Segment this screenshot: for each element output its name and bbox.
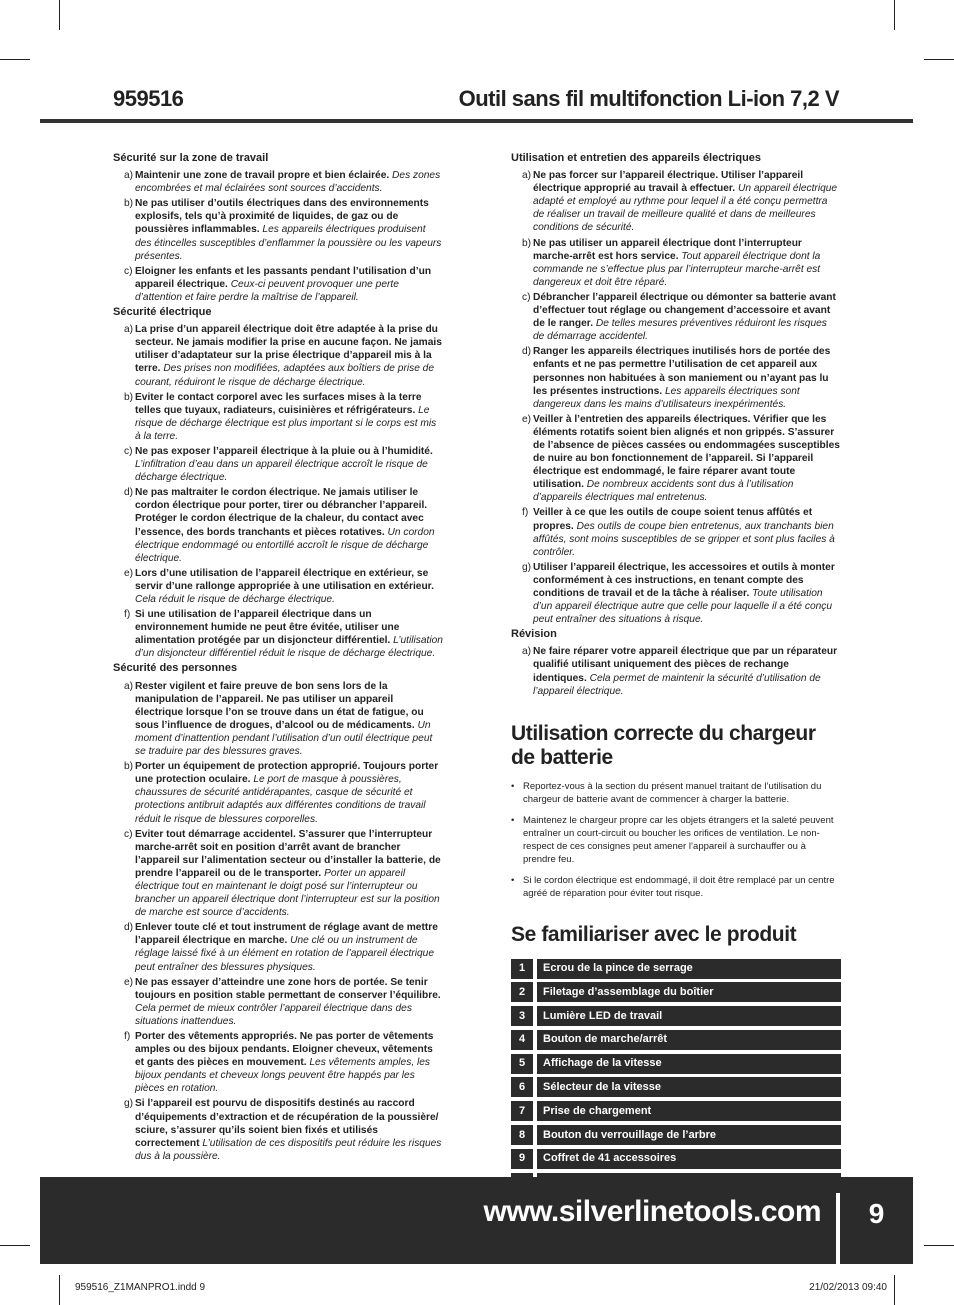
list-item bbox=[113, 445, 443, 484]
page-number-box bbox=[840, 1177, 913, 1264]
bullet-item: • Maintenez le chargeur propre car les objets étrangers et la saleté peuvent entraîner un court-circuit ou boucher les orifices de ventilation. Le non-respect de ces consignes peut amener l’appareil à surchauffer ou à prendre feu. bbox=[511, 814, 834, 866]
crop-mark bbox=[59, 0, 60, 30]
item-instruction: Rester vigilent et faire preuve de bon sens lors de la manipulation de l’appareil. Ne pas utiliser un appareil électrique lorsque l’on se trouve dans un état de fatigue, ou sous l’influence de drogues, d’alcool ou de médicaments. bbox=[135, 680, 424, 731]
feature-row bbox=[511, 1077, 841, 1097]
crop-mark bbox=[0, 1245, 30, 1246]
item-explanation: Porter un appareil électrique tout en maintenant le doigt posé sur l’interrupteur ou brancher un appareil électrique dont l’interrupteur est sur la position de marche est source d’accidents. bbox=[135, 867, 440, 919]
item-explanation: Les appareils électriques produisent des étincelles susceptibles d’enflammer la poussière ou les vapeurs présentes. bbox=[135, 224, 442, 262]
feature-number: 7 bbox=[511, 1101, 533, 1121]
item-explanation: Toute utilisation d’un appareil électrique autre que celle pour laquelle il a été conçu peut entraîner des situations à risque. bbox=[533, 588, 833, 626]
item-label: b) bbox=[124, 198, 134, 210]
section-heading: Sécurité sur la zone de travail bbox=[113, 152, 269, 164]
feature-number: 9 bbox=[511, 1149, 533, 1169]
item-instruction: La prise d’un appareil électrique doit être adaptée à la prise du secteur. Ne jamais modifier la prise en aucune façon. Ne jamais utiliser d’adaptateur sur la prise électrique d’appareil mis à la terre. bbox=[135, 324, 442, 375]
feature-number: 3 bbox=[511, 1006, 533, 1026]
crop-mark bbox=[59, 1275, 60, 1305]
crop-mark bbox=[924, 1245, 954, 1246]
item-label: g) bbox=[522, 561, 532, 573]
list-item bbox=[511, 561, 841, 626]
item-explanation: L’utilisation d’un disjoncteur différentiel réduit le risque de décharge électrique. bbox=[135, 635, 443, 660]
bullet-item: • Reportez-vous à la section du présent manuel traitant de l’utilisation du chargeur de batterie avant de commencer à charger la batterie. bbox=[511, 780, 822, 805]
item-explanation: Cela permet de maintenir la sécurité d’utilisation de l’appareil électrique. bbox=[533, 672, 821, 697]
feature-name: Lumière LED de travail bbox=[537, 1006, 841, 1026]
bullet-item: • Si le cordon électrique est endommagé, il doit être remplacé par un centre agréé de réparation pour éviter tout risque. bbox=[511, 875, 835, 900]
feature-list bbox=[511, 959, 841, 1193]
item-label: b) bbox=[124, 391, 134, 403]
crop-mark bbox=[894, 0, 895, 30]
section-heading: Sécurité des personnes bbox=[113, 662, 238, 675]
header-divider bbox=[40, 119, 913, 123]
item-instruction: Ne faire réparer votre appareil électrique que par un réparateur qualifié utilisant uniquement des pièces de rechange identiques. bbox=[533, 646, 838, 684]
list-item bbox=[113, 680, 443, 759]
feature-row bbox=[511, 1125, 841, 1145]
feature-number: 5 bbox=[511, 1054, 533, 1074]
crop-mark bbox=[0, 59, 30, 60]
item-label: f) bbox=[522, 507, 529, 519]
list-item bbox=[113, 1097, 443, 1162]
feature-number: 8 bbox=[511, 1125, 533, 1145]
section-heading: Sécurité électrique bbox=[113, 306, 212, 319]
item-label: e) bbox=[522, 413, 532, 425]
item-label: e) bbox=[124, 976, 134, 988]
feature-name: Bouton du verrouillage de l’arbre bbox=[537, 1125, 841, 1145]
item-instruction: Ne pas exposer l’appareil électrique à la pluie ou à l’humidité. bbox=[135, 445, 433, 457]
feature-row bbox=[511, 1006, 841, 1026]
item-label: c) bbox=[124, 445, 133, 457]
product-code: 959516 bbox=[113, 86, 184, 111]
item-label: f) bbox=[124, 609, 131, 621]
item-explanation: Cela réduit le risque de décharge électrique. bbox=[135, 594, 335, 605]
crop-mark bbox=[924, 59, 954, 60]
item-explanation: Les vêtements amples, les bijoux pendants et cheveux longs peuvent être happés par les pièces en rotation. bbox=[135, 1057, 430, 1095]
list-item bbox=[511, 169, 841, 234]
page-number: 9 bbox=[868, 1198, 885, 1229]
item-instruction: Si une utilisation de l’appareil électrique dans un environnement humide ne peut être évitée, utiliser une alimentation protégée par un disjoncteur différentiel. bbox=[135, 609, 400, 647]
item-label: a) bbox=[124, 324, 134, 336]
item-instruction: Ranger les appareils électriques inutilisés hors de portée des enfants et ne pas permettre l’utilisation de cet appareil aux personnes non habituées à son maniement ou n’ayant pas lu les présentes instructions. bbox=[533, 346, 831, 397]
item-instruction: Ne pas essayer d’atteindre une zone hors de portée. Se tenir toujours en position stable permettant de conserver l’équilibre. bbox=[135, 976, 441, 1001]
item-label: c) bbox=[522, 291, 531, 303]
list-item bbox=[113, 323, 443, 388]
item-explanation: De telles mesures préventives réduiront les risques de démarrage accidentel. bbox=[533, 318, 827, 343]
item-instruction: Utiliser l’appareil électrique, les accessoires et outils à monter conformément à ces instructions, en tenant compte des conditions de travail et de la tâche à réaliser. bbox=[533, 561, 835, 599]
website-link[interactable]: www.silverlinetools.com bbox=[483, 1195, 821, 1228]
bullet-text: Si le cordon électrique est endommagé, il doit être remplacé par un centre agréé de réparation pour éviter tout risque. bbox=[523, 875, 835, 900]
feature-number: 4 bbox=[511, 1030, 533, 1050]
item-label: d) bbox=[124, 922, 134, 934]
item-label: e) bbox=[124, 567, 134, 579]
item-explanation: Un appareil électrique adapté et employé au rythme pour lequel il a été conçu permettra de réaliser un travail de meilleure qualité et dans de meilleures conditions de sécurité. bbox=[533, 183, 838, 234]
list-item bbox=[511, 237, 841, 289]
item-explanation: Le risque de décharge électrique est plus important si le corps est mis à la terre. bbox=[135, 404, 437, 442]
bullet-text: Maintenez le chargeur propre car les objets étrangers et la saleté peuvent entraîner un court-circuit ou boucher les orifices de ventilation. Le non-respect de ces consignes peut amener l’appareil à surchauffer ou à prendre feu. bbox=[523, 814, 834, 866]
page-title: Outil sans fil multifonction Li-ion 7,2 V bbox=[458, 86, 839, 111]
item-label: g) bbox=[124, 1098, 134, 1110]
section-heading: Révision bbox=[511, 628, 557, 641]
item-label: a) bbox=[124, 170, 134, 182]
item-instruction: Enlever toute clé et tout instrument de réglage avant de mettre l’appareil électrique en marche. bbox=[135, 922, 438, 947]
feature-number: 6 bbox=[511, 1077, 533, 1097]
list-item bbox=[511, 345, 841, 410]
item-explanation: Un moment d’inattention pendant l’utilisation d’un outil électrique peut se traduire par des blessures graves. bbox=[135, 719, 433, 758]
section-heading: Utilisation et entretien des appareils électriques bbox=[511, 152, 762, 164]
item-label: c) bbox=[124, 828, 133, 840]
item-instruction: Eviter tout démarrage accidentel. S’assurer que l’interrupteur marche-arrêt soit en position d’arrêt avant de brancher l’appareil sur l’alimentation secteur ou d’installer la batterie, de prendre l’appareil ou de le transporter. bbox=[135, 828, 441, 879]
item-explanation: Un cordon électrique endommagé ou entortillé accroît le risque de décharge électrique. bbox=[135, 526, 435, 564]
item-instruction: Eviter le contact corporel avec les surfaces mises à la terre telles que tuyaux, radiateurs, cuisinières et réfrigérateurs. bbox=[135, 391, 422, 416]
feature-row bbox=[511, 1149, 841, 1169]
list-item bbox=[113, 608, 443, 660]
item-instruction: Eloigner les enfants et les passants pendant l’utilisation d’un appareil électrique. bbox=[135, 265, 432, 290]
crop-mark bbox=[894, 1275, 895, 1305]
item-label: b) bbox=[522, 237, 532, 249]
item-explanation: Les appareils électriques sont dangereux dans les mains d’utilisateurs inexpérimentés. bbox=[533, 385, 800, 410]
item-instruction: Veiller à ce que les outils de coupe soient tenus affûtés et propres. bbox=[533, 507, 813, 532]
feature-row bbox=[511, 959, 841, 979]
item-explanation: L’infiltration d’eau dans un appareil électrique accroît le risque de décharge électrique. bbox=[135, 459, 428, 484]
print-slug-file: 959516_Z1MANPRO1.indd 9 bbox=[75, 1282, 206, 1293]
item-label: d) bbox=[124, 487, 134, 499]
feature-row bbox=[511, 982, 841, 1002]
item-label: a) bbox=[522, 170, 532, 182]
item-label: a) bbox=[522, 646, 532, 658]
item-instruction: Ne pas utiliser d’outils électriques dans des environnements explosifs, tels qu’à proximité de liquides, de gaz ou de poussières inflammables. bbox=[135, 198, 429, 236]
left-column bbox=[113, 150, 443, 1165]
item-explanation: Une clé ou un instrument de réglage laissé fixé à un élément en rotation de l’appareil électrique peut entraîner des blessures physiques. bbox=[135, 935, 435, 973]
item-label: b) bbox=[124, 761, 134, 773]
item-explanation: Tout appareil électrique dont la commande ne s’effectue plus par l’interrupteur marche-arrêt est dangereux et doit être réparé. bbox=[533, 250, 821, 288]
item-explanation: Ceux-ci peuvent provoquer une perte d’attention et faire perdre la maîtrise de l’appareil. bbox=[135, 278, 399, 303]
right-column bbox=[511, 150, 841, 1196]
item-instruction: Porter un équipement de protection approprié. Toujours porter une protection oculaire. bbox=[135, 761, 439, 786]
list-item bbox=[113, 1030, 443, 1095]
feature-name: Ecrou de la pince de serrage bbox=[537, 959, 841, 979]
item-instruction: Lors d’une utilisation de l’appareil électrique en extérieur, se servir d’une rallonge appropriée à une utilisation en extérieur. bbox=[135, 567, 434, 592]
list-item bbox=[113, 169, 443, 195]
print-slug-date: 21/02/2013 09:40 bbox=[809, 1282, 887, 1293]
item-instruction: Si l’appareil est pourvu de dispositifs destinés au raccord d’équipements d’extraction et de récupération de la poussière/ sciure, s’assurer qu’ils soient bien fixés et utilisés correctement bbox=[135, 1098, 439, 1149]
item-explanation: Des outils de coupe bien entretenus, aux tranchants bien affûtés, sont moins susceptibles de se gripper et sont plus faciles à contrôler. bbox=[533, 520, 835, 558]
list-item bbox=[511, 413, 841, 505]
item-explanation: L’utilisation de ces dispositifs peut réduire les risques dus à la poussière. bbox=[135, 1137, 442, 1162]
item-explanation: Cela permet de mieux contrôler l’appareil électrique dans des situations inattendues. bbox=[135, 1002, 412, 1027]
list-item bbox=[511, 645, 841, 697]
list-item bbox=[113, 486, 443, 565]
charger-bullet-list bbox=[511, 780, 841, 901]
list-item bbox=[511, 506, 841, 558]
item-label: f) bbox=[124, 1031, 131, 1042]
item-label: a) bbox=[124, 680, 134, 692]
list-item bbox=[113, 391, 443, 443]
list-item bbox=[113, 760, 443, 825]
list-item bbox=[113, 197, 443, 262]
list-item bbox=[113, 976, 443, 1028]
item-instruction: Ne pas forcer sur l’appareil électrique. Utiliser l’appareil électrique approprié au travail à effectuer. bbox=[533, 170, 804, 195]
feature-row bbox=[511, 1101, 841, 1121]
product-section-title: Se familiariser avec le produit bbox=[511, 922, 797, 946]
bullet-text: Reportez-vous à la section du présent manuel traitant de l’utilisation du chargeur de batterie avant de commencer à charger la batterie. bbox=[523, 780, 822, 805]
feature-name: Filetage d’assemblage du boîtier bbox=[537, 982, 841, 1002]
charger-section-title: Utilisation correcte du chargeur de batterie bbox=[511, 721, 816, 769]
list-item bbox=[113, 921, 443, 973]
footer-bar bbox=[40, 1177, 836, 1264]
item-explanation: Le port de masque à poussières, chaussures de sécurité antidérapantes, casque de sécurité et protections antibruit adaptés aux différentes conditions de travail réduit le risque de blessures corporelles. bbox=[135, 774, 426, 825]
item-explanation: De nombreux accidents sont dus à l’utilisation d’appareils électriques mal entretenus. bbox=[533, 479, 794, 504]
feature-number: 2 bbox=[511, 982, 533, 1002]
item-instruction: Ne pas maltraiter le cordon électrique. Ne jamais utiliser le cordon électrique pour porter, tirer ou débrancher l’appareil. Protéger le cordon électrique de la chaleur, du contact avec l’essence, des bords tranchants et pièces rotatives. bbox=[135, 487, 428, 538]
item-instruction: Maintenir une zone de travail propre et bien éclairée. bbox=[135, 170, 390, 182]
feature-name: Affichage de la vitesse bbox=[537, 1054, 841, 1074]
list-item bbox=[113, 265, 443, 304]
list-item bbox=[113, 567, 443, 606]
feature-name: Prise de chargement bbox=[537, 1101, 841, 1121]
item-instruction: Débrancher l’appareil électrique ou démonter sa batterie avant d’effectuer tout réglage ou changement d’accessoire et avant de le ranger. bbox=[533, 291, 836, 330]
list-item bbox=[113, 828, 443, 920]
item-explanation: Des prises non modifiées, adaptées aux boîtiers de prise de courant, réduiront le risque de décharge électrique. bbox=[135, 363, 435, 388]
list-item bbox=[511, 291, 841, 343]
item-label: d) bbox=[522, 346, 532, 358]
item-instruction: Porter des vêtements appropriés. Ne pas porter de vêtements amples ou des bijoux pendants. Eloigner cheveux, vêtements et gants des pièces en mouvement. bbox=[135, 1031, 434, 1069]
feature-row bbox=[511, 1030, 841, 1050]
item-instruction: Veiller à l’entretien des appareils électriques. Vérifier que les éléments rotatifs soient bien alignés et non grippés. S’assurer de l’absence de pièces cassées ou endommagées susceptibles de nuire au bon fonctionnement de l’appareil. Si l’appareil électrique est endommagé, le faire réparer avant toute utilisation. bbox=[533, 413, 840, 491]
feature-name: Sélecteur de la vitesse bbox=[537, 1077, 841, 1097]
feature-row bbox=[511, 1054, 841, 1074]
item-label: c) bbox=[124, 265, 133, 277]
feature-name: Bouton de marche/arrêt bbox=[537, 1030, 841, 1050]
item-instruction: Ne pas utiliser un appareil électrique dont l’interrupteur marche-arrêt est hors service. bbox=[533, 237, 802, 262]
feature-number: 1 bbox=[511, 959, 533, 979]
item-explanation: Des zones encombrées et mal éclairées sont sources d’accidents. bbox=[135, 170, 441, 195]
feature-name: Coffret de 41 accessoires bbox=[537, 1149, 841, 1169]
